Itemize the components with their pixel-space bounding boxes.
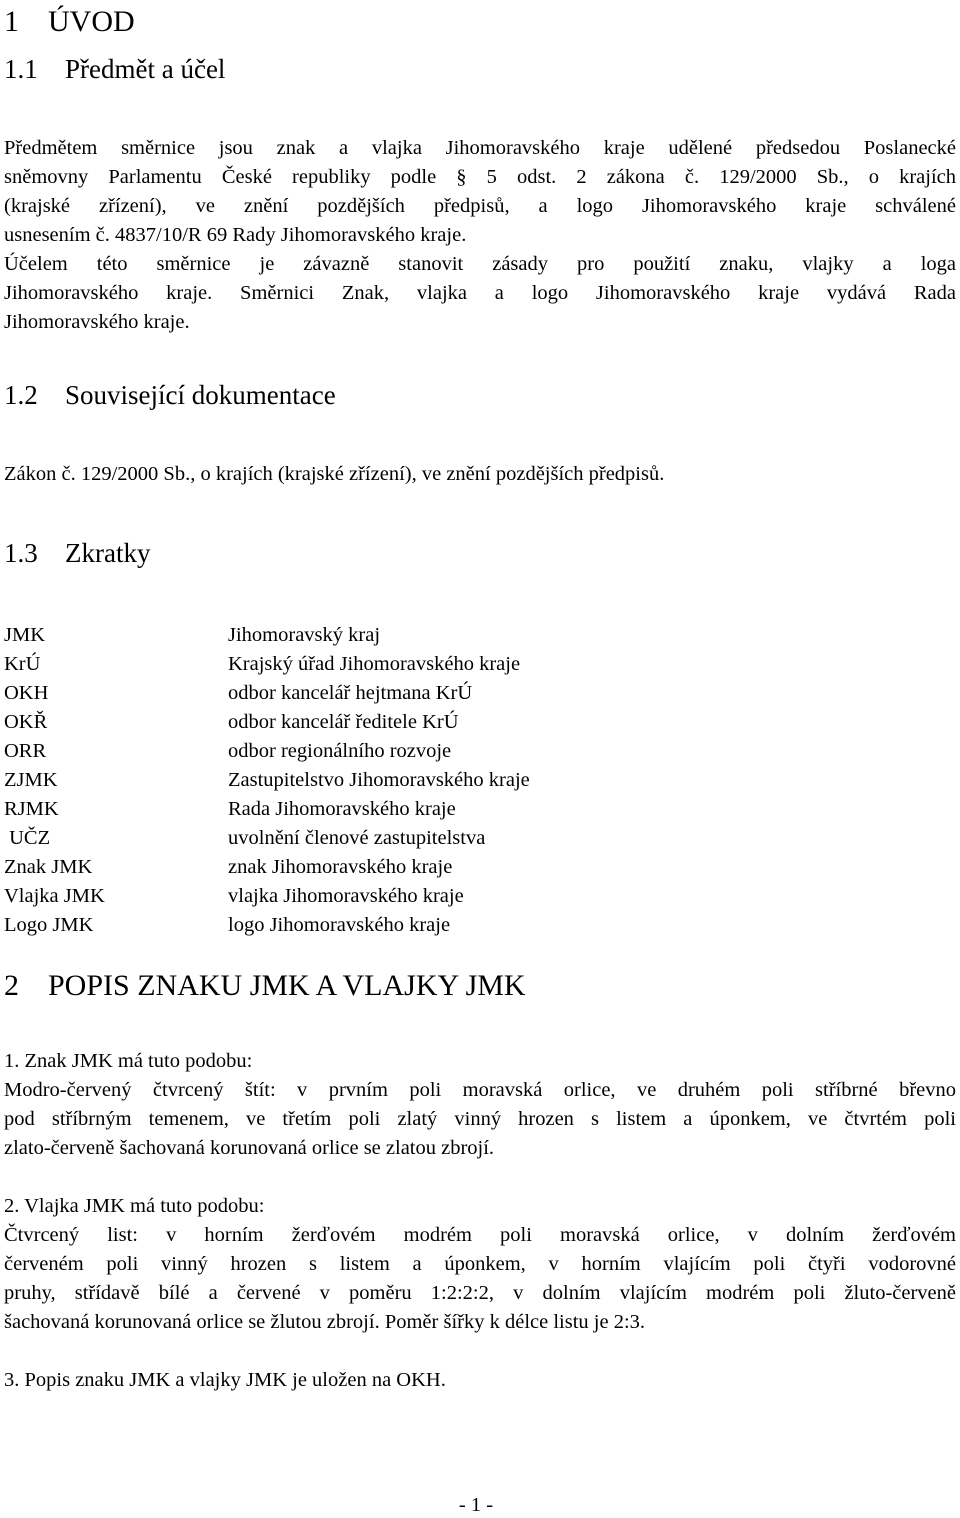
section-1-1-heading [4,52,225,86]
abbreviation-key: RJMK [4,798,59,820]
abbreviation-row [4,650,956,679]
abbreviation-row [4,737,956,766]
section-2-item-2 [4,1192,956,1337]
paragraph-line: šachovaná korunovaná orlice se žlutou zbrojí. Poměr šířky k délce listu je 2:3. [4,1311,646,1333]
section-1-1-title: Předmět a účel [65,54,226,84]
abbreviation-key: Logo JMK [4,914,94,936]
abbreviation-row [4,766,956,795]
section-1-3-heading [4,536,150,570]
section-1-1-number: 1.1 [4,54,38,84]
abbreviation-row [4,882,956,911]
section-2-item-3 [4,1366,956,1395]
abbreviation-key: ZJMK [4,769,58,791]
abbreviation-key: ORR [4,740,47,762]
paragraph-line: pod stříbrným temenem, ve třetím poli zlatý vinný hrozen s listem a úponkem, ve čtvrtém poli [4,1108,956,1130]
abbreviation-value: odbor kancelář hejtmana KrÚ [228,682,473,704]
abbreviation-key: UČZ [4,827,51,849]
abbreviation-value: Jihomoravský kraj [228,624,381,646]
abbreviation-row [4,795,956,824]
paragraph-line: červeném poli vinný hrozen s listem a úponkem, v horním vlajícím poli čtyři vodorovné [4,1253,956,1275]
section-1-3-number: 1.3 [4,538,38,568]
paragraph-line: Jihomoravského kraje. Směrnici Znak, vlajka a logo Jihomoravského kraje vydává Rada [4,282,956,304]
abbreviation-row [4,853,956,882]
abbreviation-value: uvolnění členové zastupitelstva [228,827,486,849]
section-1-3-title: Zkratky [65,538,151,568]
section-1-1-paragraph [4,134,956,337]
section-2-title: POPIS ZNAKU JMK A VLAJKY JMK [48,969,526,1002]
section-1-title: ÚVOD [48,5,135,38]
abbreviation-row [4,679,956,708]
abbreviation-key: Znak JMK [4,856,93,878]
abbreviation-value: Zastupitelstvo Jihomoravského kraje [228,769,530,791]
paragraph-line: usnesením č. 4837/10/R 69 Rady Jihomoravského kraje. [4,224,467,246]
item-heading: 1. Znak JMK má tuto podobu: [4,1050,253,1072]
page-footer [0,1492,952,1518]
section-1-2-paragraph [4,460,956,489]
abbreviation-value: znak Jihomoravského kraje [228,856,453,878]
section-1-2-heading [4,378,336,412]
section-1-number: 1 [4,5,19,38]
abbreviation-key: OKŘ [4,711,48,733]
abbreviation-value: Rada Jihomoravského kraje [228,798,456,820]
paragraph-line: Čtvrcený list: v horním žerďovém modrém poli moravská orlice, v dolním žerďovém [4,1224,956,1246]
section-2-item-1 [4,1047,956,1163]
paragraph-line: zlato-červeně šachovaná korunovaná orlice se zlatou zbrojí. [4,1137,495,1159]
paragraph-line: (krajské zřízení), ve znění pozdějších předpisů, a logo Jihomoravského kraje schválené [4,195,956,217]
paragraph-line: Modro-červený čtvrcený štít: v prvním poli moravská orlice, ve druhém poli stříbrné břevno [4,1079,956,1101]
abbreviation-value: odbor regionálního rozvoje [228,740,452,762]
abbreviation-value: logo Jihomoravského kraje [228,914,451,936]
abbreviation-value: odbor kancelář ředitele KrÚ [228,711,459,733]
abbreviation-key: OKH [4,682,49,704]
section-2-number: 2 [4,969,19,1002]
paragraph-line: Účelem této směrnice je závazně stanovit zásady pro použití znaku, vlajky a loga [4,253,956,275]
page-number: - 1 - [458,1494,494,1516]
item-heading: 2. Vlajka JMK má tuto podobu: [4,1195,265,1217]
section-2-heading [4,966,526,1006]
abbreviation-key: Vlajka JMK [4,885,105,907]
section-1-2-number: 1.2 [4,380,38,410]
paragraph-line: Jihomoravského kraje. [4,311,190,333]
abbreviation-value: vlajka Jihomoravského kraje [228,885,464,907]
related-law-text: Zákon č. 129/2000 Sb., o krajích (krajské zřízení), ve znění pozdějších předpisů. [4,463,665,485]
section-1-2-title: Související dokumentace [65,380,336,410]
abbreviation-row [4,911,956,940]
abbreviation-value: Krajský úřad Jihomoravského kraje [228,653,521,675]
abbreviation-row [4,621,956,650]
abbreviation-row [4,708,956,737]
item-text: 3. Popis znaku JMK a vlajky JMK je uložen na OKH. [4,1369,446,1391]
abbreviation-row [4,824,956,853]
abbreviation-key: JMK [4,624,46,646]
paragraph-line: sněmovny Parlamentu České republiky podle § 5 odst. 2 zákona č. 129/2000 Sb., o krajích [4,166,956,188]
abbreviation-key: KrÚ [4,653,41,675]
paragraph-line: pruhy, střídavě bílé a červené v poměru 1:2:2:2, v dolním vlajícím modrém poli žluto-červeně [4,1282,956,1304]
section-1-heading [4,2,135,42]
paragraph-line: Předmětem směrnice jsou znak a vlajka Jihomoravského kraje udělené předsedou Poslanecké [4,137,956,159]
